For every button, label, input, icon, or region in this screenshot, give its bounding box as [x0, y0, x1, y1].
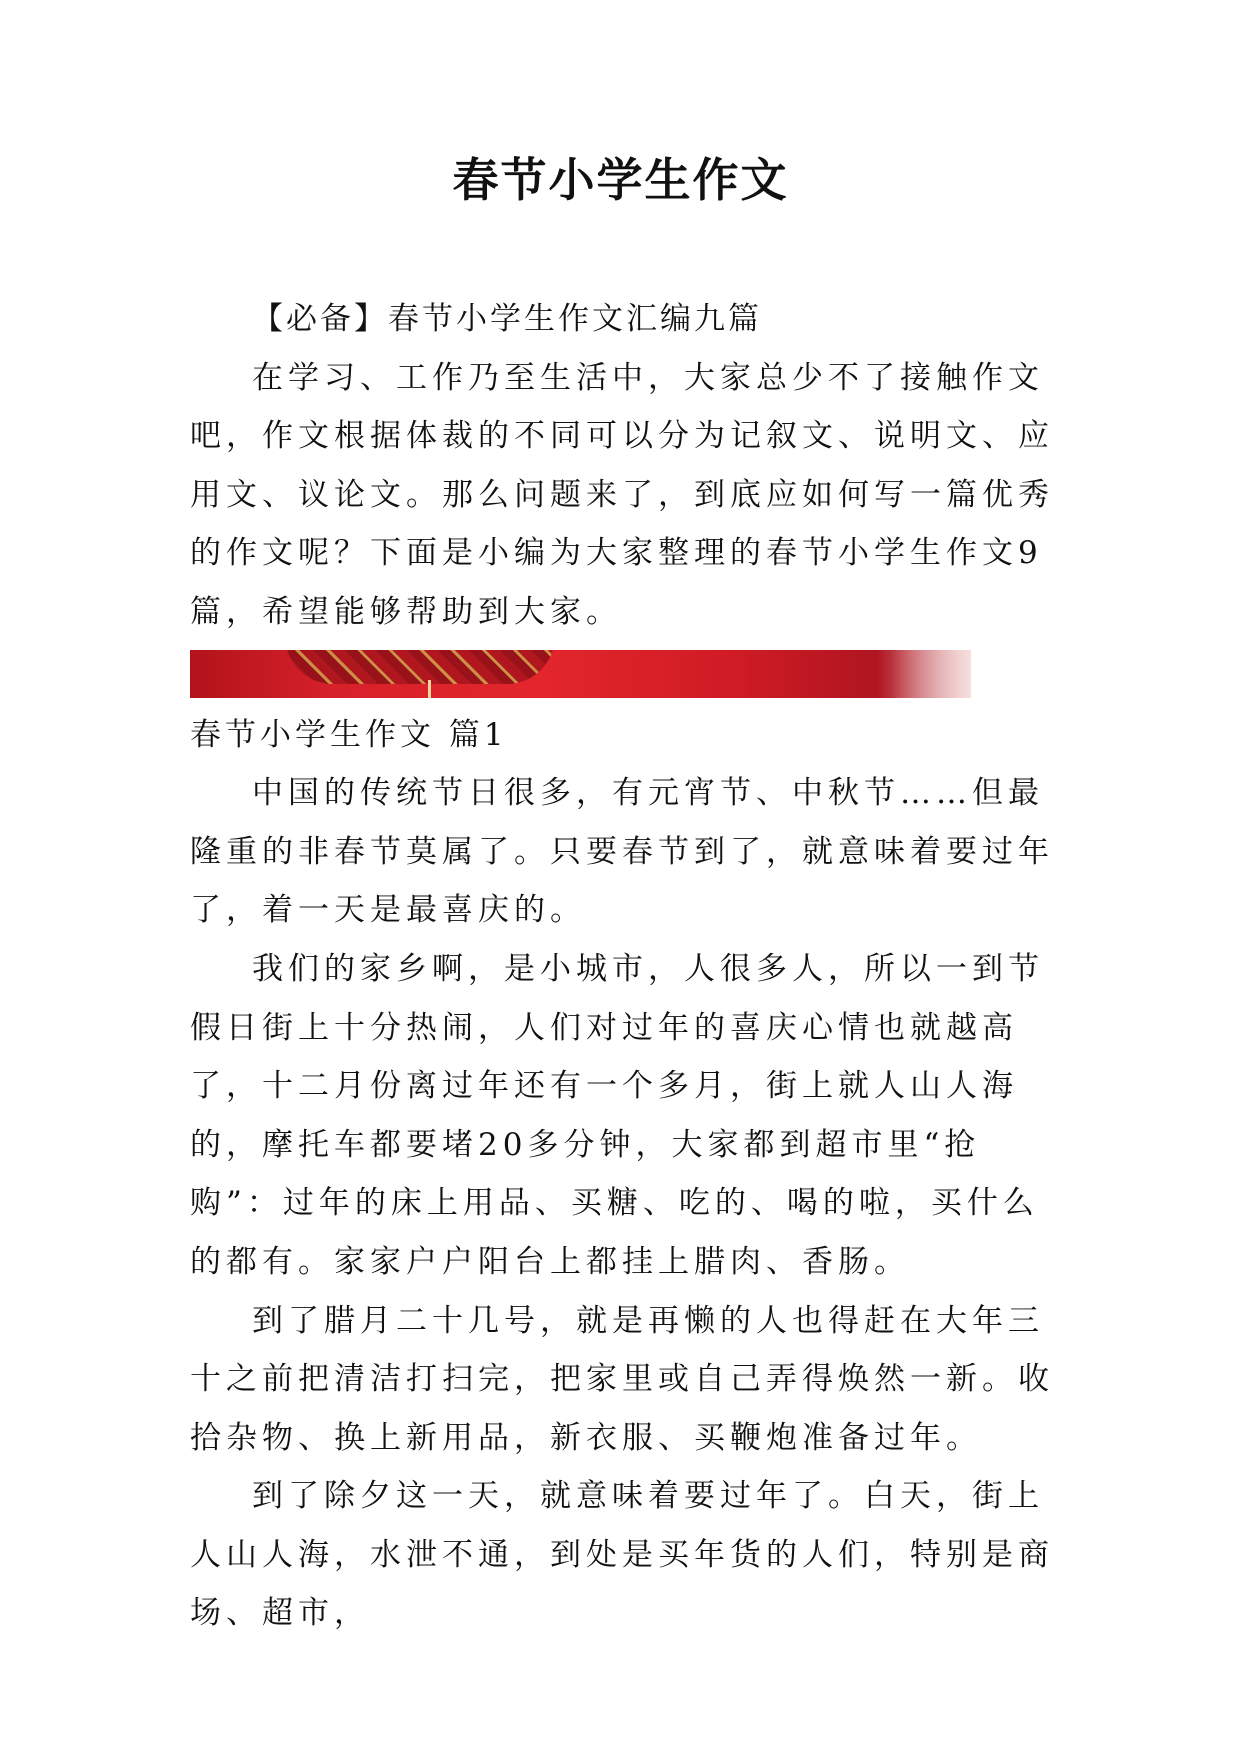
banner-glow	[891, 650, 971, 698]
paragraph-2: 我们的家乡啊，是小城市，人很多人，所以一到节假日街上十分热闹，人们对过年的喜庆心情也就越高了，十二月份离过年还有一个多月，街上就人山人海的，摩托车都要堵20多分钟，大家都到超市里“抢购”：过年的床上用品、买糖、吃的、喝的啦，买什么的都有。家家户户阳台上都挂上腊肉、香肠。	[190, 950, 1044, 1280]
lantern-shape	[285, 650, 555, 684]
paragraph-4: 到了除夕这一天，就意味着要过年了。白天，街上人山人海，水泄不通，到处是买年货的人们，特别是商场、超市，	[190, 1478, 1054, 1632]
document-body	[190, 290, 1070, 1643]
document-heading: 【必备】春节小学生作文汇编九篇	[252, 301, 762, 337]
red-lantern-image	[190, 650, 971, 698]
paragraph-3: 到了腊月二十几号，就是再懒的人也得赶在大年三十之前把清洁打扫完，把家里或自己弄得焕然一新。收拾杂物、换上新用品，新衣服、买鞭炮准备过年。	[190, 1302, 1054, 1456]
document-title: 春节小学生作文	[452, 153, 789, 207]
intro-paragraph: 在学习、工作乃至生活中，大家总少不了接触作文吧，作文根据体裁的不同可以分为记叙文、说明文、应用文、议论文。那么问题来了，到底应如何写一篇优秀的作文呢？下面是小编为大家整理的春节小学生作文9篇，希望能够帮助到大家。	[190, 359, 1054, 630]
paragraph-1: 中国的传统节日很多，有元宵节、中秋节……但最隆重的非春节莫属了。只要春节到了，就意味着要过年了，着一天是最喜庆的。	[190, 775, 1054, 929]
section-title: 春节小学生作文 篇1	[190, 716, 508, 753]
lantern-string	[428, 680, 431, 698]
